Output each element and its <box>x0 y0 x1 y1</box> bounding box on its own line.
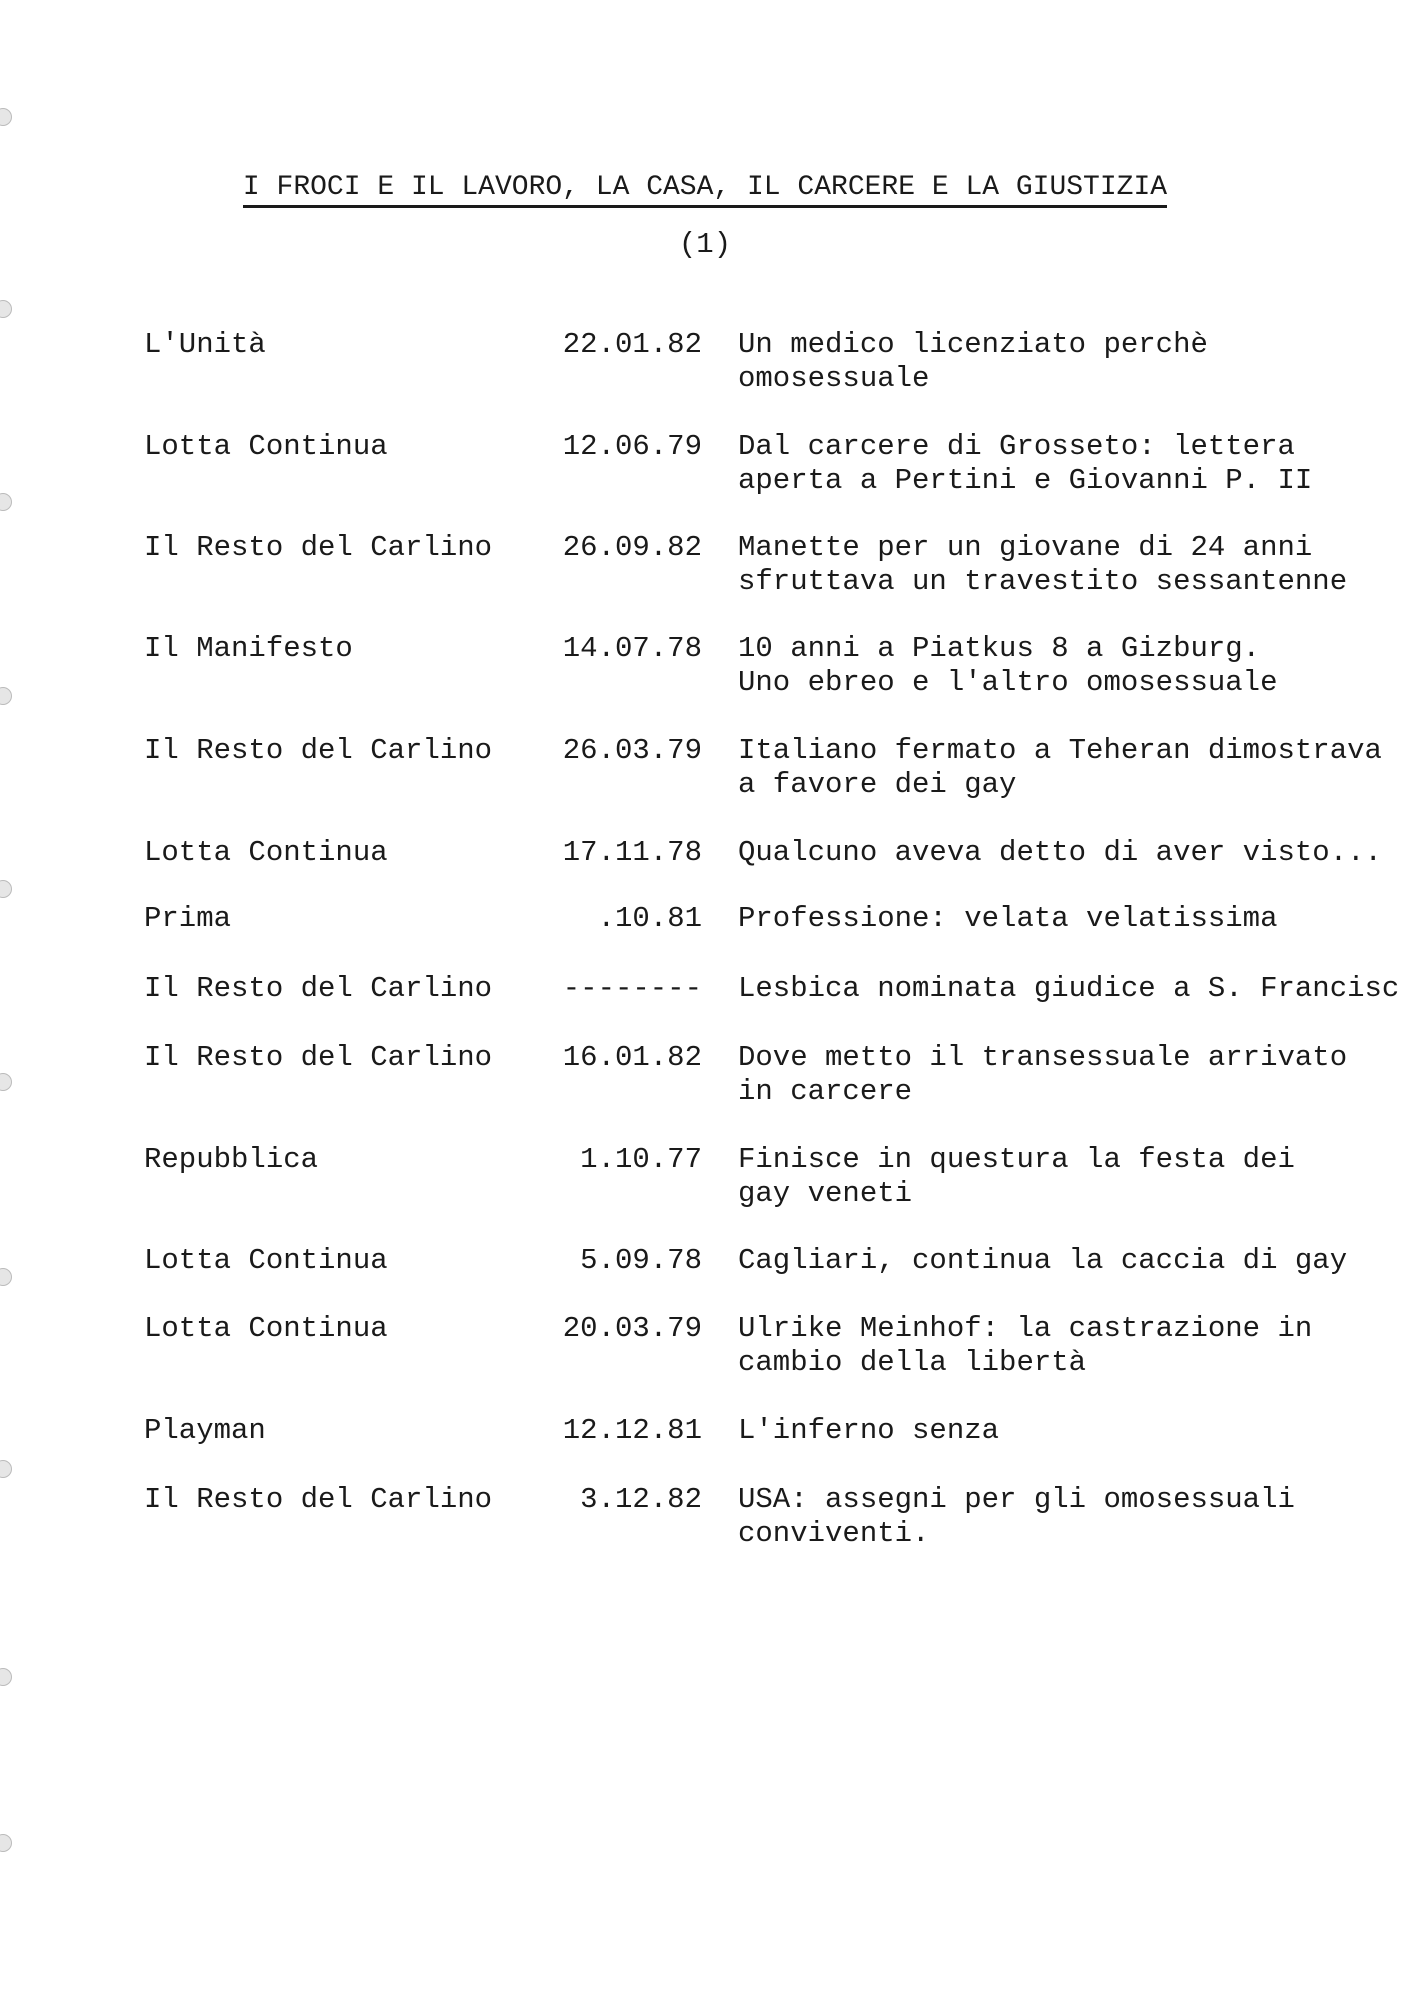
article-headline: Finisce in questura la festa dei gay veneti <box>738 1143 1295 1210</box>
binder-hole <box>0 300 12 318</box>
article-headline: Un medico licenziato perchè omosessuale <box>738 328 1208 395</box>
binder-hole <box>0 687 12 705</box>
article-headline: Dal carcere di Grosseto: lettera aperta a Pertini e Giovanni P. II <box>738 430 1313 497</box>
source-name: Lotta Continua <box>144 430 388 463</box>
article-headline: L'inferno senza <box>738 1414 1000 1447</box>
source-name: Repubblica <box>144 1143 319 1176</box>
article-headline: Lesbica nominata giudice a S. Francisc <box>738 972 1400 1005</box>
binder-hole <box>0 1073 12 1091</box>
source-name: Lotta Continua <box>144 1244 388 1277</box>
article-date: -------- <box>562 972 702 1005</box>
source-name: L'Unità <box>144 328 266 361</box>
article-date: 22.01.82 <box>562 328 702 361</box>
article-date: 26.03.79 <box>562 734 702 767</box>
article-date: 20.03.79 <box>562 1312 702 1345</box>
source-name: Lotta Continua <box>144 1312 388 1345</box>
article-headline: USA: assegni per gli omosessuali conviventi. <box>738 1483 1295 1550</box>
source-name: Il Resto del Carlino <box>144 1041 493 1074</box>
article-headline: Manette per un giovane di 24 anni sfruttava un travestito sessantenne <box>738 531 1348 598</box>
article-date: 16.01.82 <box>562 1041 702 1074</box>
binder-hole <box>0 493 12 511</box>
page-number: (1) <box>678 228 732 261</box>
document-title <box>0 172 1410 203</box>
binder-hole <box>0 1268 12 1286</box>
article-headline: Dove metto il transessuale arrivato in carcere <box>738 1041 1348 1108</box>
source-name: Il Resto del Carlino <box>144 1483 493 1516</box>
article-headline: Cagliari, continua la caccia di gay <box>738 1244 1348 1277</box>
article-headline: Professione: velata velatissima <box>738 902 1278 935</box>
binder-hole <box>0 1460 12 1478</box>
article-date: 12.06.79 <box>562 430 702 463</box>
source-name: Prima <box>144 902 232 935</box>
article-headline: Qualcuno aveva detto di aver visto... <box>738 836 1382 869</box>
article-headline: 10 anni a Piatkus 8 a Gizburg. Uno ebreo e l'altro omosessuale <box>738 632 1278 699</box>
article-date: 3.12.82 <box>580 1483 702 1516</box>
source-name: Il Resto del Carlino <box>144 972 493 1005</box>
source-name: Playman <box>144 1414 266 1447</box>
source-name: Il Resto del Carlino <box>144 531 493 564</box>
article-date: .10.81 <box>597 902 702 935</box>
article-date: 12.12.81 <box>562 1414 702 1447</box>
article-date: 1.10.77 <box>580 1143 702 1176</box>
article-date: 5.09.78 <box>580 1244 702 1277</box>
binder-hole <box>0 1834 12 1852</box>
article-date: 17.11.78 <box>562 836 702 869</box>
binder-hole <box>0 108 12 126</box>
title-text: I FROCI E IL LAVORO, LA CASA, IL CARCERE E LA GIUSTIZIA <box>243 172 1167 208</box>
article-date: 26.09.82 <box>562 531 702 564</box>
binder-hole <box>0 1668 12 1686</box>
article-date: 14.07.78 <box>562 632 702 665</box>
binder-hole <box>0 880 12 898</box>
article-headline: Ulrike Meinhof: la castrazione in cambio della libertà <box>738 1312 1313 1379</box>
article-headline: Italiano fermato a Teheran dimostrava a favore dei gay <box>738 734 1382 801</box>
source-name: Il Manifesto <box>144 632 353 665</box>
source-name: Il Resto del Carlino <box>144 734 493 767</box>
source-name: Lotta Continua <box>144 836 388 869</box>
